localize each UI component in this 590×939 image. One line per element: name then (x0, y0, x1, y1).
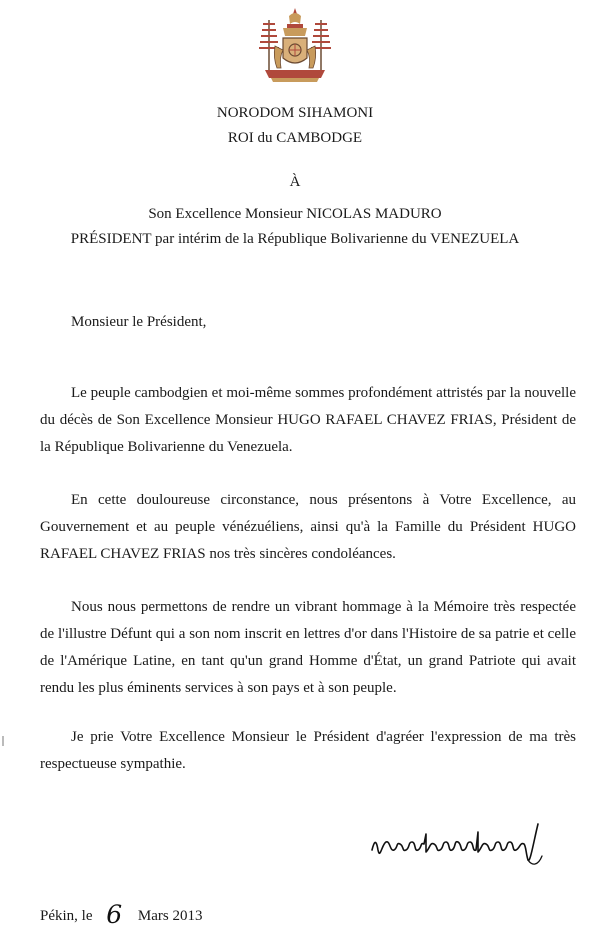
date-month-year: Mars 2013 (137, 908, 203, 924)
date-place: Pékin, le (40, 908, 93, 924)
sender-title: ROI du CAMBODGE (227, 130, 363, 146)
royal-crest-icon (253, 6, 337, 84)
date-day-handwritten: 6 (106, 900, 123, 929)
addressee-to: À (289, 174, 301, 190)
sender-name: NORODOM SIHAMONI (216, 105, 374, 121)
paragraph-tribute: Nous nous permettons de rendre un vibrant hommage à la Mémoire très respectée de l'illustre Défunt qui a son nom inscrit en lettres d'or dans l'Histoire de sa patrie et celle de l'Amérique Latine, en tant qu'un grand Homme d'État, un grand Patriote qui avait rendu les plus éminents services à son pays et à son peuple. (40, 599, 576, 696)
salutation: Monsieur le Président, (71, 314, 207, 330)
addressee-name: Son Excellence Monsieur NICOLAS MADURO (148, 206, 442, 222)
date-line (40, 900, 203, 929)
paragraph-closing: Je prie Votre Excellence Monsieur le Président d'agréer l'expression de ma très respectueuse sympathie. (40, 729, 576, 772)
scan-edge-mark (2, 736, 4, 746)
addressee-title: PRÉSIDENT par intérim de la République Bolivarienne du VENEZUELA (70, 231, 520, 247)
paragraph-condolences: En cette douloureuse circonstance, nous présentons à Votre Excellence, au Gouvernement et au peuple vénézuéliens, ainsi qu'à la Famille du Président HUGO RAFAEL CHAVEZ FRIAS nos très sincères condoléances. (40, 492, 576, 562)
handwritten-signature-icon (368, 820, 544, 872)
paragraph-condolence-news: Le peuple cambodgien et moi-même sommes profondément attristés par la nouvelle du décès de Son Excellence Monsieur HUGO RAFAEL CHAVEZ FRIAS, Président de la République Bolivarienne du Venezuela. (40, 385, 576, 455)
